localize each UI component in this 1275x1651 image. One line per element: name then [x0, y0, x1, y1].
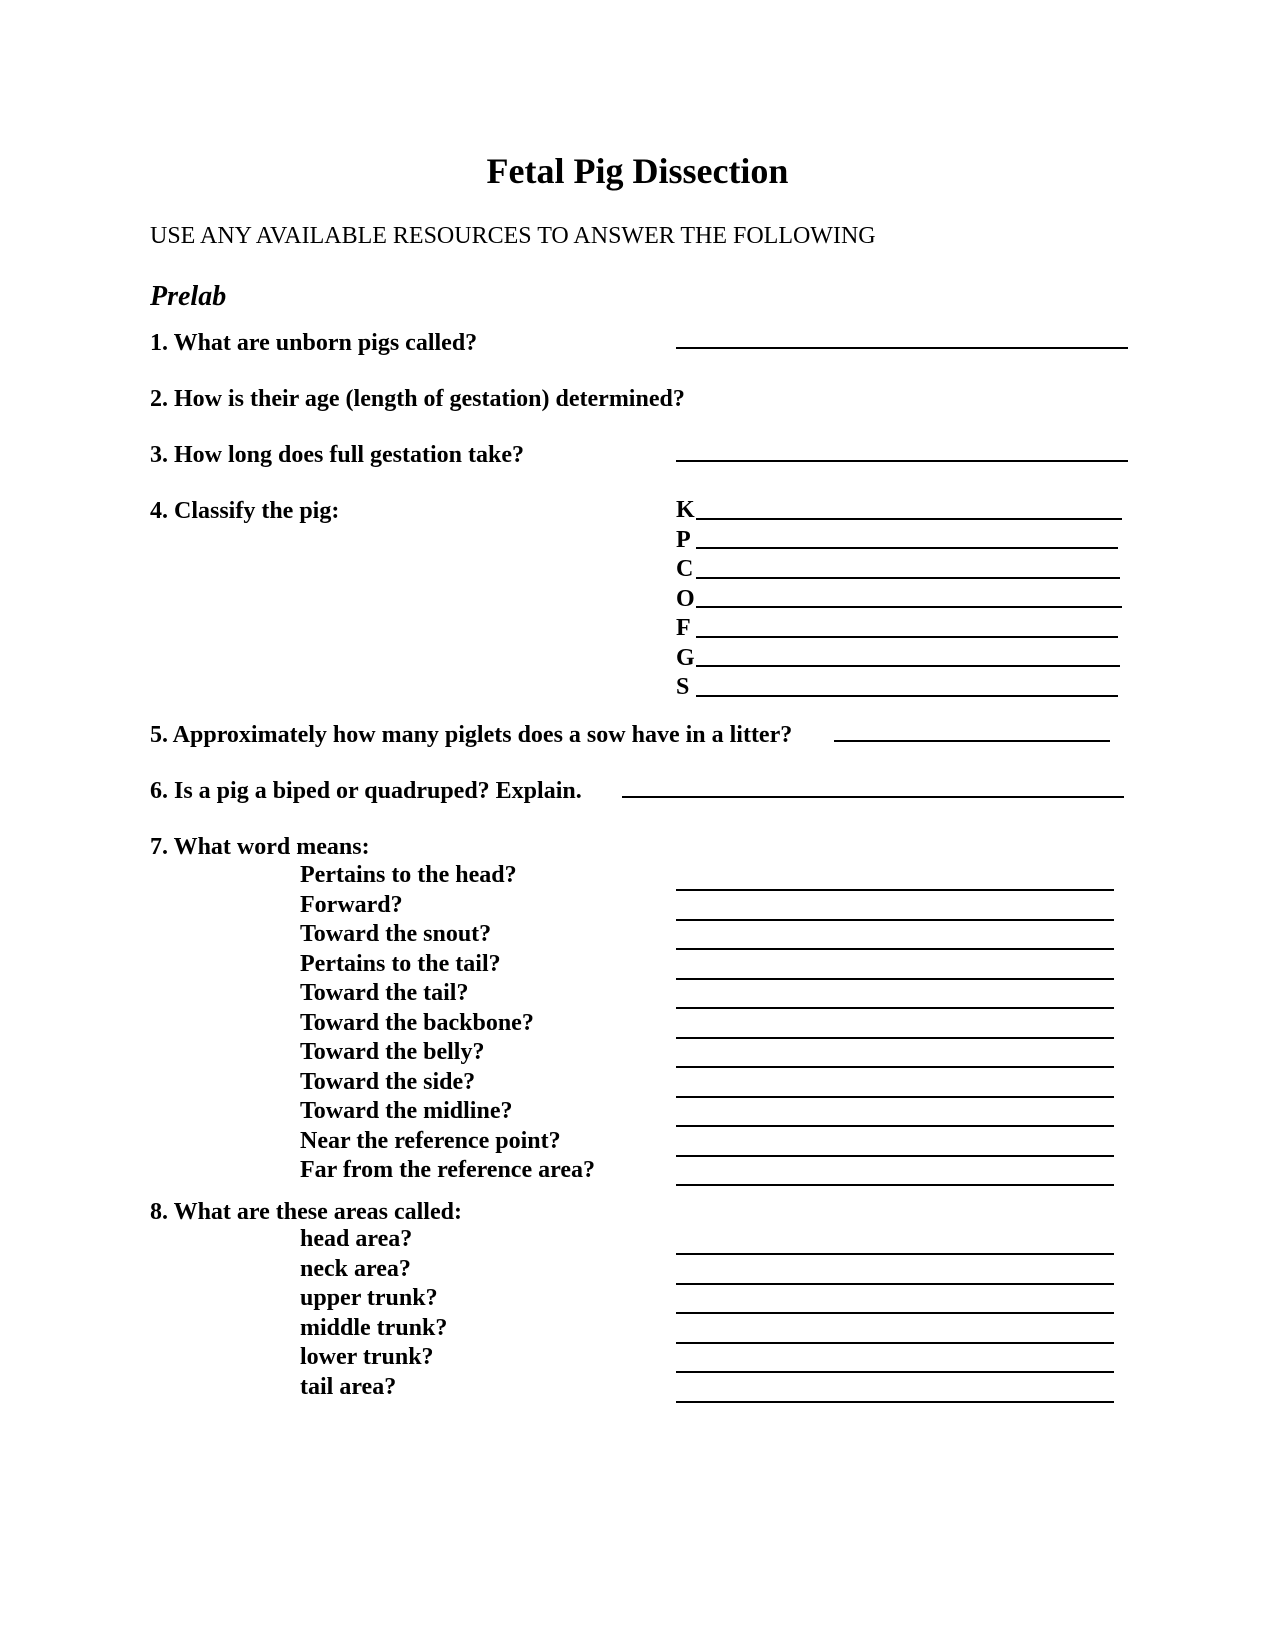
q7-item-label: Pertains to the tail?: [300, 950, 501, 977]
list-item: [300, 979, 595, 1009]
taxonomy-letter: C: [676, 556, 694, 582]
taxonomy-list: [676, 496, 1122, 703]
q7-item-label: Pertains to the head?: [300, 862, 517, 888]
answer-line-q6[interactable]: [622, 796, 1124, 798]
answer-line-genus[interactable]: [696, 643, 1120, 667]
q7-item-label: Far from the reference area?: [300, 1157, 595, 1183]
page-title: Fetal Pig Dissection: [486, 151, 789, 191]
answer-line[interactable]: [676, 985, 1114, 1009]
answer-line[interactable]: [676, 926, 1114, 950]
q7-item-label: Forward?: [300, 891, 403, 918]
answer-line[interactable]: [676, 1044, 1114, 1068]
answer-line[interactable]: [676, 1231, 1114, 1255]
q7-item-label: Toward the side?: [300, 1068, 476, 1095]
taxonomy-letter: G: [676, 644, 695, 671]
taxonomy-letter: S: [676, 674, 690, 700]
q7-item-label: Toward the midline?: [300, 1098, 513, 1124]
answer-line[interactable]: [676, 867, 1114, 891]
taxonomy-letter: O: [676, 585, 695, 612]
list-item: [300, 1284, 447, 1314]
list-item: [300, 1373, 447, 1403]
section-heading: Prelab: [150, 281, 227, 312]
answer-line[interactable]: [676, 1162, 1114, 1186]
answer-line[interactable]: [676, 956, 1114, 980]
answer-line-kingdom[interactable]: [696, 496, 1122, 520]
answer-line-q1[interactable]: [676, 347, 1128, 349]
answer-line[interactable]: [676, 1349, 1114, 1373]
q7-item-label: Toward the tail?: [300, 980, 469, 1006]
answer-line-q3[interactable]: [676, 460, 1128, 462]
q8-item-list: [300, 1225, 447, 1402]
taxonomy-row[interactable]: [676, 644, 1122, 674]
q8-item-label: tail area?: [300, 1373, 397, 1400]
answer-line[interactable]: [676, 1379, 1114, 1403]
q8-item-label: lower trunk?: [300, 1344, 434, 1370]
taxonomy-row[interactable]: [676, 585, 1122, 615]
list-item: [300, 1156, 595, 1186]
answer-line[interactable]: [676, 1103, 1114, 1127]
answer-line[interactable]: [676, 1290, 1114, 1314]
answer-line-species[interactable]: [696, 673, 1118, 697]
answer-line-family[interactable]: [696, 614, 1118, 638]
q7-item-label: Near the reference point?: [300, 1127, 561, 1154]
q7-item-label: Toward the belly?: [300, 1039, 485, 1065]
question-8: 8. What are these areas called:: [150, 1199, 462, 1225]
list-item: [300, 861, 595, 891]
answer-line[interactable]: [676, 1320, 1114, 1344]
list-item: [300, 950, 595, 980]
answer-line[interactable]: [676, 897, 1114, 921]
list-item: [300, 1009, 595, 1039]
answer-line-order[interactable]: [696, 584, 1122, 608]
q7-item-label: Toward the backbone?: [300, 1009, 534, 1036]
list-item: [300, 1343, 447, 1373]
taxonomy-row[interactable]: [676, 496, 1122, 526]
taxonomy-row[interactable]: [676, 614, 1122, 644]
list-item: [300, 1225, 447, 1255]
q7-item-label: Toward the snout?: [300, 921, 492, 947]
q8-item-label: neck area?: [300, 1255, 411, 1282]
list-item: [300, 920, 595, 950]
answer-line[interactable]: [676, 1261, 1114, 1285]
q8-item-label: upper trunk?: [300, 1285, 438, 1311]
q8-item-label: middle trunk?: [300, 1314, 448, 1341]
list-item: [300, 1097, 595, 1127]
q7-item-list: [300, 861, 595, 1186]
question-7: 7. What word means:: [150, 834, 370, 860]
list-item: [300, 1314, 447, 1344]
q8-item-label: head area?: [300, 1226, 413, 1252]
taxonomy-letter: F: [676, 615, 691, 641]
question-4: 4. Classify the pig:: [150, 498, 340, 524]
answer-line-q5[interactable]: [834, 740, 1110, 742]
taxonomy-row[interactable]: [676, 526, 1122, 556]
list-item: [300, 1038, 595, 1068]
taxonomy-letter: P: [676, 526, 691, 553]
answer-line[interactable]: [676, 1074, 1114, 1098]
answer-line-class[interactable]: [696, 555, 1120, 579]
taxonomy-row[interactable]: [676, 673, 1122, 703]
question-1: 1. What are unborn pigs called?: [150, 330, 478, 356]
question-6: 6. Is a pig a biped or quadruped? Explain.: [150, 778, 582, 804]
list-item: [300, 1255, 447, 1285]
question-5: 5. Approximately how many piglets does a sow have in a litter?: [150, 722, 793, 748]
list-item: [300, 891, 595, 921]
question-3: 3. How long does full gestation take?: [150, 442, 525, 468]
answer-line[interactable]: [676, 1133, 1114, 1157]
instructions-text: USE ANY AVAILABLE RESOURCES TO ANSWER THE FOLLOWING: [150, 223, 876, 249]
taxonomy-row[interactable]: [676, 555, 1122, 585]
question-2: 2. How is their age (length of gestation) determined?: [150, 386, 685, 412]
list-item: [300, 1068, 595, 1098]
taxonomy-letter: K: [676, 497, 695, 523]
answer-line[interactable]: [676, 1015, 1114, 1039]
list-item: [300, 1127, 595, 1157]
answer-line-phylum[interactable]: [696, 525, 1118, 549]
